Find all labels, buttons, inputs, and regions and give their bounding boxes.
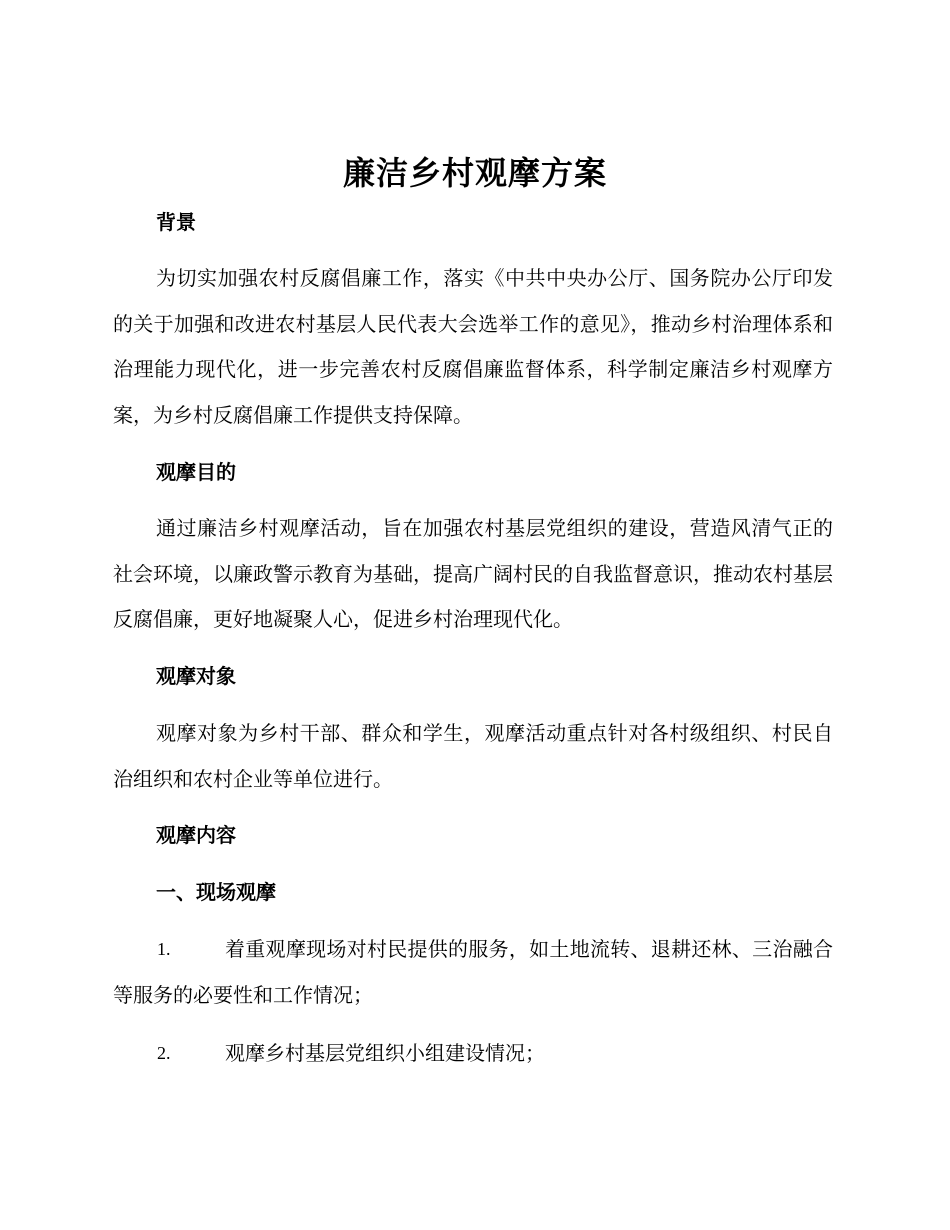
list-item bbox=[113, 1031, 833, 1077]
paragraph-background: 为切实加强农村反腐倡廉工作，落实《中共中央办公厅、国务院办公厅印发的关于加强和改进农村基层人民代表大会选举工作的意见》，推动乡村治理体系和治理能力现代化，进一步完善农村反腐倡廉监督体系，科学制定廉洁乡村观摩方案，为乡村反腐倡廉工作提供支持保障。 bbox=[113, 266, 833, 427]
list-item-number: 1. bbox=[157, 939, 171, 959]
heading-content: 观摩内容 bbox=[156, 823, 236, 847]
paragraph-purpose: 通过廉洁乡村观摩活动，旨在加强农村基层党组织的建设，营造风清气正的社会环境，以廉政警示教育为基础，提高广阔村民的自我监督意识，推动农村基层反腐倡廉，更好地凝聚人心，促进乡村治理现代化。 bbox=[113, 516, 833, 631]
subheading-onsite: 一、现场观摩 bbox=[156, 880, 276, 904]
heading-targets: 观摩对象 bbox=[156, 664, 236, 688]
document-title: 廉洁乡村观摩方案 bbox=[342, 154, 607, 192]
paragraph-targets: 观摩对象为乡村干部、群众和学生，观摩活动重点针对各村级组织、村民自治组织和农村企业等单位进行。 bbox=[113, 721, 833, 791]
heading-background: 背景 bbox=[156, 210, 196, 234]
heading-purpose: 观摩目的 bbox=[156, 460, 236, 484]
list-item-text: 观摩乡村基层党组织小组建设情况； bbox=[225, 1041, 545, 1065]
list-item-text: 着重观摩现场对村民提供的服务，如土地流转、退耕还林、三治融合等服务的必要性和工作情况； bbox=[113, 937, 833, 1007]
list-item-number: 2. bbox=[157, 1043, 171, 1063]
list-item bbox=[113, 927, 833, 1018]
